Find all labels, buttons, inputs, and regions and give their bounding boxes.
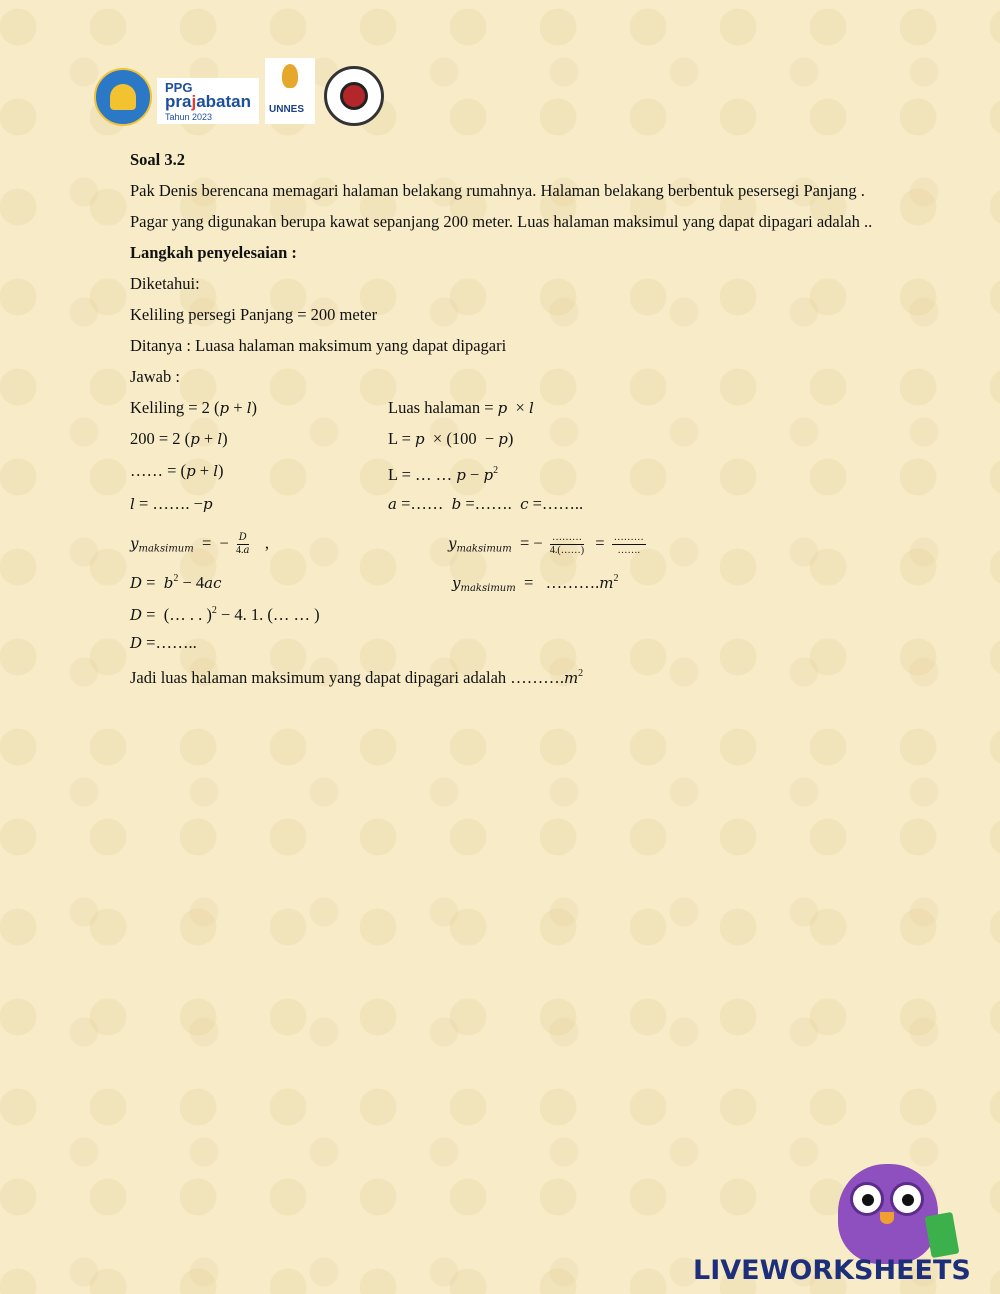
eq-D-formula: $D = b^2 - 4ac$ (130, 573, 222, 592)
eq-L1: L = p × (100 − p) (388, 429, 514, 448)
known-perimeter: Keliling persegi Panjang = 200 meter (130, 305, 378, 324)
eq-ymax-result: $y_{maksimum}$ = $\dots\dots\dots.m^2$ (452, 573, 619, 594)
unnes-logo: UNNES (265, 58, 315, 124)
liveworksheets-brand[interactable]: LIVEWORKSHEETS (693, 1255, 971, 1286)
eq-luas: Luas halaman = p × l (388, 398, 534, 417)
asked-text: Ditanya : Luasa halaman maksimum yang dapat dipagari (130, 336, 507, 355)
kemendikbud-logo (94, 68, 152, 126)
conclusion: Jadi luas halaman maksimum yang dapat dipagari adalah $\dots\dots\dots.m^2$ (130, 668, 584, 687)
eq-keliling: Keliling = 2 (p + l) (130, 398, 257, 417)
eq-ymax-fill: $y_{maksimum}$ = − $\frac{\dots\dots\dots}{4.(\dots\dots)}$ = $\frac{\dots\dots\dots}{\dots\dots.}$ (448, 532, 644, 556)
school-logo (324, 66, 384, 126)
answer-label: Jawab : (130, 367, 180, 386)
eq-200: 200 = 2 (p + l) (130, 429, 228, 448)
eq-blank-pl: …… = (p + l) (130, 461, 224, 480)
eq-abc: a =…… b =……. c =…….. (388, 494, 584, 513)
eq-D-result: D =…….. (130, 633, 197, 652)
steps-heading: Langkah penyelesaian : (130, 243, 297, 262)
eq-l: l = ……. −p (130, 494, 213, 513)
eq-D-fill: D = (… . . )$^2$ − 4. 1. (… … ) (130, 605, 320, 624)
question-text-line2: Pagar yang digunakan berupa kawat sepanjang 200 meter. Luas halaman maksimul yang dapat dipagari adalah .. (130, 212, 873, 231)
eq-ymax-formula: $y_{maksimum}$ = − $\frac{D}{4.a}$ , (130, 532, 269, 556)
ppg-prajabatan-logo: PPG prajabatan Tahun 2023 (157, 78, 259, 124)
question-title: Soal 3.2 (130, 150, 186, 169)
question-text-line1: Pak Denis berencana memagari halaman belakang rumahnya. Halaman belakang berbentuk pesersegi Panjang . (130, 181, 865, 200)
header-logos (94, 58, 394, 126)
known-label: Diketahui: (130, 274, 200, 293)
eq-L2: L = … … $p - p^2$ (388, 465, 499, 484)
owl-mascot-icon (828, 1160, 948, 1268)
